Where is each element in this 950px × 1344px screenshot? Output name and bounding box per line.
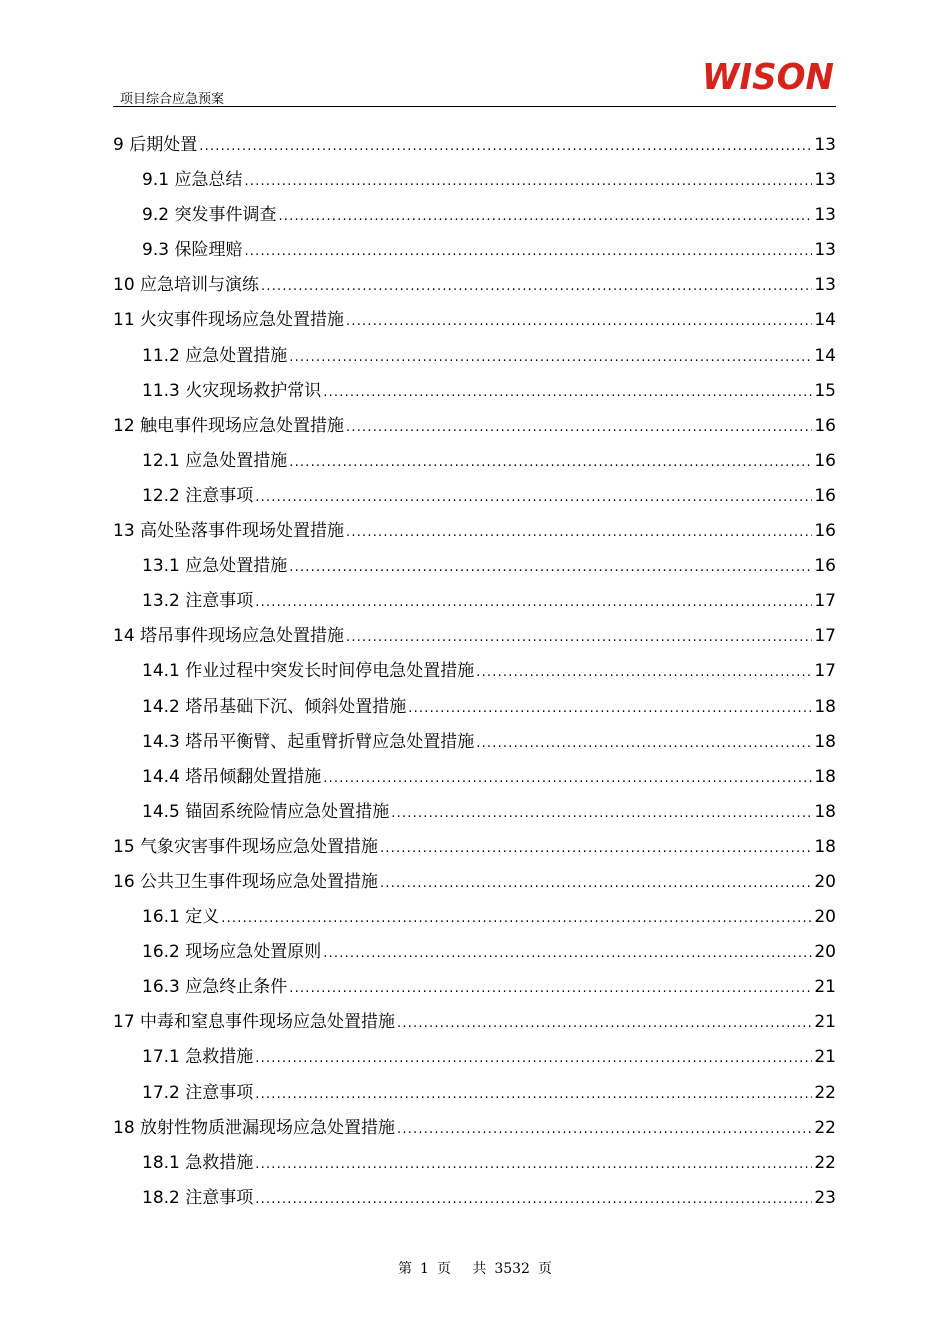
toc-entry-label: 12 触电事件现场应急处置措施	[113, 415, 345, 436]
toc-entry[interactable]	[113, 409, 836, 444]
toc-entry[interactable]	[113, 514, 836, 549]
toc-entry-label: 13 高处坠落事件现场处置措施	[113, 521, 345, 542]
toc-entry-page: 16	[814, 415, 836, 436]
footer-page-unit: 页	[436, 1261, 451, 1277]
toc-dot-leader	[346, 304, 812, 339]
toc-dot-leader	[323, 936, 812, 971]
toc-entry-page: 16	[814, 556, 836, 577]
toc-entry-label: 10 应急培训与演练	[113, 275, 260, 296]
toc-entry-label: 18.2 注意事项	[142, 1187, 254, 1208]
toc-dot-leader	[255, 585, 812, 620]
toc-entry[interactable]	[113, 233, 836, 268]
toc-entry-label: 12.2 注意事项	[142, 485, 254, 506]
toc-entry[interactable]	[113, 1040, 836, 1075]
toc-entry-page: 18	[814, 766, 836, 787]
toc-entry-page: 16	[814, 450, 836, 471]
toc-entry-page: 14	[814, 310, 836, 331]
toc-dot-leader	[397, 1006, 812, 1041]
toc-entry-label: 11.2 应急处置措施	[142, 345, 288, 366]
toc-dot-leader	[391, 796, 812, 831]
toc-dot-leader	[255, 1182, 812, 1217]
toc-entry-page: 22	[814, 1082, 836, 1103]
toc-entry[interactable]	[113, 900, 836, 935]
toc-dot-leader	[255, 480, 812, 515]
toc-entry-label: 14.4 塔吊倾翻处置措施	[142, 766, 322, 787]
toc-entry[interactable]	[113, 163, 836, 198]
toc-dot-leader	[221, 901, 812, 936]
toc-dot-leader	[289, 445, 812, 480]
toc-dot-leader	[244, 234, 812, 269]
toc-entry[interactable]	[113, 760, 836, 795]
toc-entry-label: 17.1 急救措施	[142, 1047, 254, 1068]
toc-entry[interactable]	[113, 619, 836, 654]
toc-entry-page: 18	[814, 801, 836, 822]
toc-entry-page: 20	[814, 871, 836, 892]
toc-entry[interactable]	[113, 339, 836, 374]
toc-entry-page: 22	[814, 1152, 836, 1173]
toc-entry[interactable]	[113, 1111, 836, 1146]
toc-entry-page: 21	[814, 1012, 836, 1033]
header-divider	[113, 106, 836, 107]
footer-prefix: 第	[398, 1261, 413, 1277]
toc-entry-page: 13	[814, 205, 836, 226]
toc-entry-page: 14	[814, 345, 836, 366]
toc-dot-leader	[476, 655, 812, 690]
toc-entry-label: 12.1 应急处置措施	[142, 450, 288, 471]
footer-page-number: 1	[420, 1261, 429, 1277]
toc-entry-page: 17	[814, 661, 836, 682]
toc-entry[interactable]	[113, 303, 836, 338]
toc-entry-label: 16.1 定义	[142, 907, 220, 928]
toc-entry[interactable]	[113, 479, 836, 514]
toc-entry[interactable]	[113, 865, 836, 900]
toc-entry-page: 20	[814, 907, 836, 928]
footer-total-pages: 3532	[494, 1261, 530, 1277]
toc-entry-page: 23	[814, 1187, 836, 1208]
toc-entry-page: 15	[814, 380, 836, 401]
toc-dot-leader	[278, 199, 812, 234]
toc-dot-leader	[255, 1147, 812, 1182]
toc-dot-leader	[289, 340, 812, 375]
toc-entry[interactable]	[113, 1076, 836, 1111]
toc-dot-leader	[476, 726, 812, 761]
toc-entry-label: 14.1 作业过程中突发长时间停电急处置措施	[142, 661, 475, 682]
toc-dot-leader	[397, 1112, 812, 1147]
toc-entry[interactable]	[113, 584, 836, 619]
toc-dot-leader	[380, 866, 812, 901]
toc-entry-label: 13.1 应急处置措施	[142, 556, 288, 577]
toc-entry[interactable]	[113, 1181, 836, 1216]
toc-dot-leader	[346, 515, 812, 550]
toc-entry-label: 17.2 注意事项	[142, 1082, 254, 1103]
toc-entry-page: 13	[814, 275, 836, 296]
toc-entry[interactable]	[113, 268, 836, 303]
logo-wordmark: WISON	[702, 57, 834, 96]
toc-entry-label: 16.3 应急终止条件	[142, 977, 288, 998]
toc-entry-label: 14.5 锚固系统险情应急处置措施	[142, 801, 390, 822]
toc-entry[interactable]	[113, 725, 836, 760]
toc-entry[interactable]	[113, 830, 836, 865]
toc-entry-page: 18	[814, 836, 836, 857]
toc-entry-page: 21	[814, 1047, 836, 1068]
document-header-title: 项目综合应急预案	[120, 92, 225, 107]
toc-entry[interactable]	[113, 970, 836, 1005]
toc-dot-leader	[244, 164, 812, 199]
toc-dot-leader	[255, 1041, 812, 1076]
toc-dot-leader	[289, 550, 812, 585]
toc-entry-label: 9.1 应急总结	[142, 170, 243, 191]
toc-entry-page: 16	[814, 521, 836, 542]
toc-entry-label: 15 气象灾害事件现场应急处置措施	[113, 836, 379, 857]
toc-entry-label: 16.2 现场应急处置原则	[142, 942, 322, 963]
toc-dot-leader	[323, 375, 812, 410]
toc-entry-label: 14 塔吊事件现场应急处置措施	[113, 626, 345, 647]
toc-entry[interactable]	[113, 690, 836, 725]
toc-entry-label: 9.2 突发事件调查	[142, 205, 277, 226]
wison-logo	[700, 56, 836, 96]
toc-entry-label: 14.3 塔吊平衡臂、起重臂折臂应急处置措施	[142, 731, 475, 752]
toc-entry[interactable]	[113, 1005, 836, 1040]
toc-entry-label: 17 中毒和窒息事件现场应急处置措施	[113, 1012, 396, 1033]
toc-entry-label: 18 放射性物质泄漏现场应急处置措施	[113, 1117, 396, 1138]
toc-entry[interactable]	[113, 935, 836, 970]
toc-entry-label: 9 后期处置	[113, 135, 198, 155]
toc-dot-leader	[323, 761, 812, 796]
toc-entry-label: 11.3 火灾现场救护常识	[142, 380, 322, 401]
toc-dot-leader	[346, 410, 812, 445]
toc-entry-page: 18	[814, 731, 836, 752]
toc-dot-leader	[346, 620, 812, 655]
toc-entry-page: 20	[814, 942, 836, 963]
footer-total-unit: 页	[537, 1261, 552, 1277]
footer-total-prefix: 共	[472, 1261, 487, 1277]
toc-entry-page: 17	[814, 626, 836, 647]
toc-entry-label: 11 火灾事件现场应急处置措施	[113, 310, 345, 331]
toc-entry-page: 16	[814, 485, 836, 506]
toc-dot-leader	[289, 971, 812, 1006]
toc-entry-page: 21	[814, 977, 836, 998]
toc-entry-label: 13.2 注意事项	[142, 591, 254, 612]
toc-entry[interactable]	[113, 795, 836, 830]
toc-dot-leader	[380, 831, 812, 866]
table-of-contents	[113, 128, 836, 1216]
toc-entry-page: 13	[814, 240, 836, 261]
toc-entry[interactable]	[113, 549, 836, 584]
toc-dot-leader	[261, 269, 812, 304]
toc-dot-leader	[408, 691, 812, 726]
toc-entry-page: 13	[814, 170, 836, 191]
toc-entry[interactable]	[113, 654, 836, 689]
toc-entry[interactable]	[113, 1146, 836, 1181]
toc-entry-page: 22	[814, 1117, 836, 1138]
toc-entry-page: 17	[814, 591, 836, 612]
toc-entry[interactable]	[113, 198, 836, 233]
toc-entry-page: 18	[814, 696, 836, 717]
toc-entry-label: 16 公共卫生事件现场应急处置措施	[113, 871, 379, 892]
toc-entry-label: 14.2 塔吊基础下沉、倾斜处置措施	[142, 696, 407, 717]
page-footer	[0, 1258, 950, 1278]
toc-entry[interactable]	[113, 444, 836, 479]
toc-dot-leader	[199, 129, 812, 164]
toc-entry-label: 18.1 急救措施	[142, 1152, 254, 1173]
toc-entry-page: 13	[814, 135, 836, 155]
toc-entry-label: 9.3 保险理赔	[142, 240, 243, 261]
toc-dot-leader	[255, 1077, 812, 1112]
toc-entry[interactable]	[113, 128, 836, 163]
toc-entry[interactable]	[113, 374, 836, 409]
